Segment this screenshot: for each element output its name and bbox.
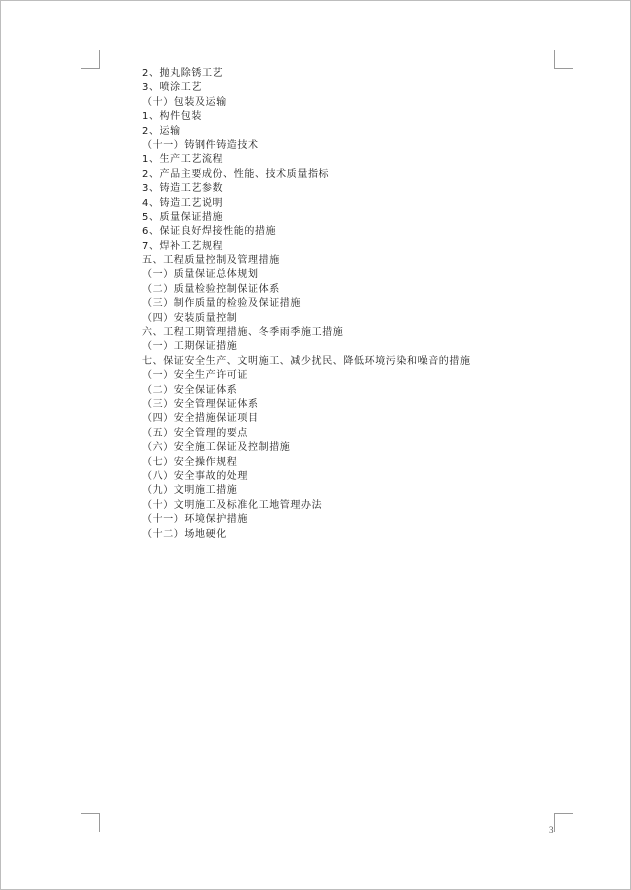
toc-line: 2、抛丸除锈工艺 [142, 68, 224, 79]
toc-line: 4、铸造工艺说明 [142, 197, 224, 209]
toc-line: 五、工程质量控制及管理措施 [142, 255, 280, 267]
toc-line: （十一）环境保护措施 [142, 514, 248, 526]
crop-mark-top-right [554, 50, 573, 69]
toc-line: （十）包装及运输 [142, 96, 227, 108]
toc-line: （四）安全措施保证项目 [142, 413, 259, 425]
toc-line: 1、生产工艺流程 [142, 154, 224, 166]
toc-line: 6、保证良好焊接性能的措施 [142, 226, 277, 238]
crop-mark-bottom-right [554, 813, 573, 832]
toc-line: 7、焊补工艺规程 [142, 240, 224, 252]
toc-line: （一）质量保证总体规划 [142, 269, 259, 281]
toc-line: （十二）场地硬化 [142, 528, 227, 540]
toc-line: （二）质量检验控制保证体系 [142, 283, 280, 295]
toc-line: 六、工程工期管理措施、冬季雨季施工措施 [142, 327, 344, 339]
toc-line: （五）安全管理的要点 [142, 427, 248, 439]
toc-line: （三）安全管理保证体系 [142, 398, 259, 410]
toc-line: （八）安全事故的处理 [142, 470, 248, 482]
toc-line: 5、质量保证措施 [142, 211, 224, 223]
table-of-contents [142, 67, 471, 542]
toc-line: 七、保证安全生产、文明施工、减少扰民、降低环境污染和噪音的措施 [142, 355, 471, 367]
toc-line: 2、运输 [142, 125, 181, 137]
crop-mark-bottom-left [81, 813, 100, 832]
toc-line: （二）安全保证体系 [142, 384, 238, 396]
toc-line: 3、喷涂工艺 [142, 82, 202, 94]
toc-line: （六）安全施工保证及控制措施 [142, 442, 291, 454]
toc-line: （九）文明施工措施 [142, 485, 238, 497]
toc-line: 2、产品主要成份、性能、技术质量指标 [142, 168, 330, 180]
toc-line: 3、铸造工艺参数 [142, 183, 224, 195]
toc-line: （十）文明施工及标准化工地管理办法 [142, 499, 323, 511]
toc-line: （一）工期保证措施 [142, 341, 238, 353]
page-number: 3 [549, 825, 554, 835]
toc-line: （十一）铸钢件铸造技术 [142, 139, 259, 151]
toc-line: （七）安全操作规程 [142, 456, 238, 468]
toc-line: 1、构件包装 [142, 111, 202, 123]
toc-line: （四）安装质量控制 [142, 312, 238, 324]
crop-mark-top-left [81, 50, 100, 69]
toc-line: （一）安全生产许可证 [142, 370, 248, 382]
toc-line: （三）制作质量的检验及保证措施 [142, 298, 301, 310]
